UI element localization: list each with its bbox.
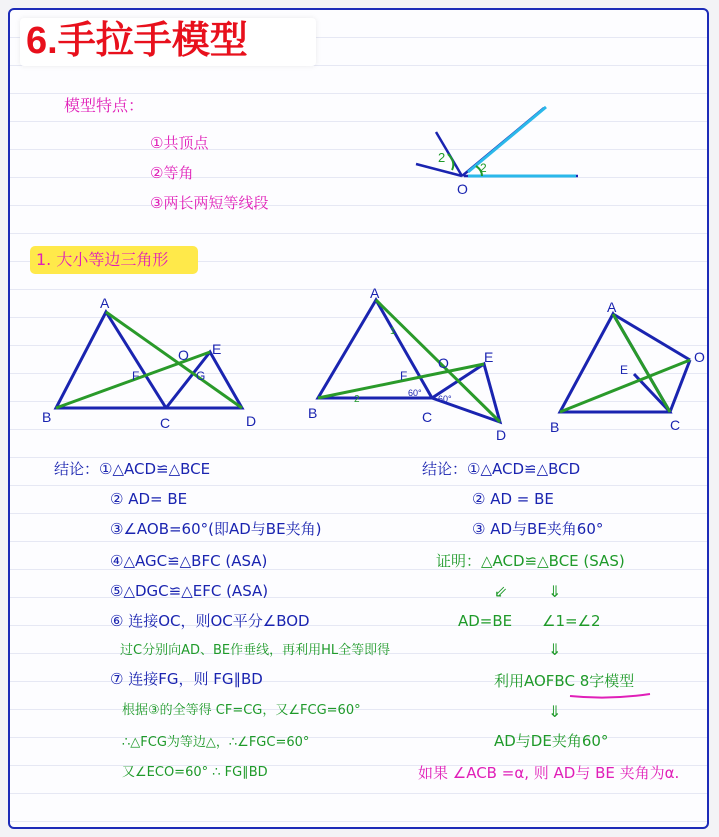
fig1-label-A: A	[100, 295, 110, 311]
underline-mark	[10, 10, 709, 829]
fig1-label-E: E	[212, 341, 222, 357]
feature-item: ②等角	[150, 164, 194, 182]
fig3-label-O: O	[694, 349, 705, 365]
angle-label-left: 2	[438, 150, 446, 165]
arrow-down: ⇓	[548, 702, 562, 721]
fig3-label-A: A	[607, 299, 617, 315]
page-title: 6.手拉手模型	[26, 20, 248, 62]
right-step-8-model: 利用AOFBC 8字模型	[494, 672, 635, 690]
left-conclusion-9: 根据③的全等得 CF=CG，又∠FCG=60°	[122, 703, 361, 718]
left-conclusion-7: 过C分别向AD、BE作垂线，再利用HL全等即得	[120, 643, 391, 658]
left-conclusion-11: 又∠ECO=60° ∴ FG∥BD	[122, 765, 268, 780]
arrow-down-left: ⇙	[494, 582, 508, 601]
right-conclusion-1: 结论：①△ACD≌△BCD	[422, 460, 581, 478]
fig3-label-B: B	[550, 419, 560, 435]
fig2-label-B: B	[308, 405, 318, 421]
right-step-angles: ∠1=∠2	[542, 612, 601, 630]
left-conclusion-4: ④△AGC≌△BFC (ASA)	[110, 552, 268, 570]
fig2-label-F: F	[400, 369, 408, 383]
right-conclusion-3: ③ AD与BE夹角60°	[472, 520, 604, 538]
section-title: 1. 大小等边三角形	[36, 250, 169, 269]
arrow-down: ⇓	[548, 640, 562, 659]
note-sheet	[8, 8, 709, 829]
left-conclusion-1: 结论：①△ACD≌△BCE	[54, 460, 211, 478]
right-proof-line: 证明：△ACD≌△BCE (SAS)	[436, 552, 625, 570]
fig2-label-D: D	[496, 427, 507, 443]
fig2-angle-60a: 60°	[408, 388, 422, 398]
fig1-label-B: B	[42, 409, 52, 425]
right-step-result: AD与DE夹角60°	[494, 732, 609, 750]
left-conclusion-10: ∴△FCG为等边△，∴∠FGC=60°	[122, 735, 310, 750]
fig2-angle-1: 1	[390, 326, 396, 337]
fig1-label-G: G	[196, 369, 206, 383]
angle-label-right: 2	[480, 161, 487, 175]
arrow-down: ⇓	[548, 582, 562, 601]
right-conclusion-2: ② AD = BE	[472, 490, 554, 508]
fig1-label-O: O	[178, 347, 189, 363]
left-conclusion-8: ⑦ 连接FG，则 FG∥BD	[110, 670, 263, 688]
fig2-angle-2: 2	[354, 394, 360, 405]
feature-item: ③两长两短等线段	[150, 194, 269, 212]
fig3-label-E: E	[620, 363, 629, 377]
fig2-angle-60b: 60°	[438, 394, 452, 404]
fig1-label-F: F	[132, 369, 140, 383]
features-heading: 模型特点：	[64, 96, 145, 115]
feature-item: ①共顶点	[150, 134, 209, 152]
right-step-ad-be: AD=BE	[458, 612, 513, 630]
left-conclusion-6: ⑥ 连接OC，则OC平分∠BOD	[110, 612, 310, 630]
fig1-label-C: C	[160, 415, 171, 431]
fig2-label-C: C	[422, 409, 433, 425]
fig2-label-O: O	[438, 355, 449, 371]
vertex-label-O: O	[457, 181, 468, 197]
left-conclusion-5: ⑤△DGC≌△EFC (ASA)	[110, 582, 269, 600]
fig1-label-D: D	[246, 413, 257, 429]
fig2-label-E: E	[484, 349, 494, 365]
fig2-label-A: A	[370, 285, 380, 301]
left-conclusion-2: ② AD= BE	[110, 490, 188, 508]
right-generalization: 如果 ∠ACB =α, 则 AD与 BE 夹角为α.	[418, 764, 680, 782]
left-conclusion-3: ③∠AOB=60°(即AD与BE夹角)	[110, 520, 322, 538]
fig3-label-C: C	[670, 417, 681, 433]
